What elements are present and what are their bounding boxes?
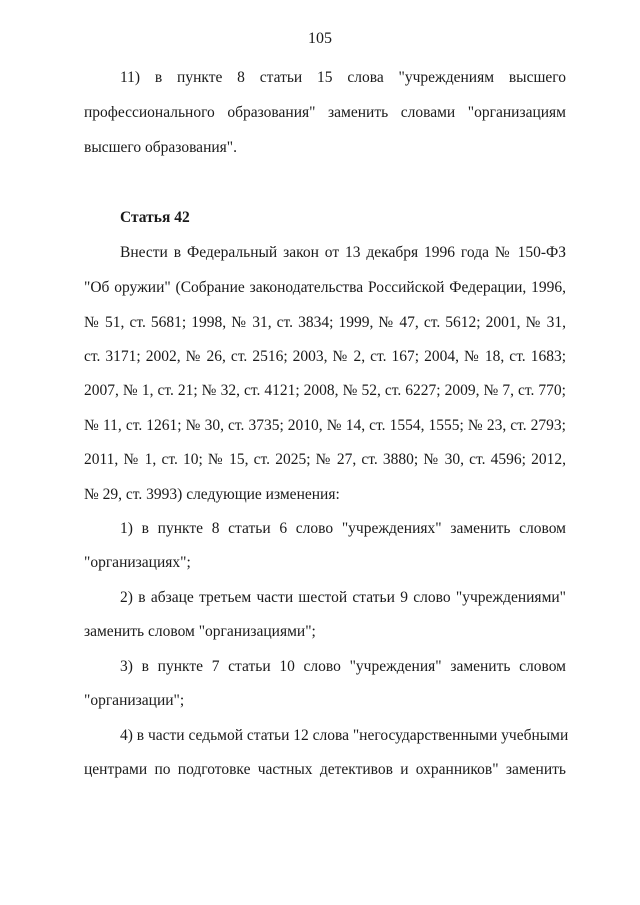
item-11-line-2: профессионального образования" заменить словами "организациям — [84, 104, 566, 121]
intro-line-5: 2007, № 1, ст. 21; № 32, ст. 4121; 2008, № 52, ст. 6227; 2009, № 7, ст. 770; — [84, 382, 566, 399]
item-1-line-1: 1) в пункте 8 статьи 6 слово "учреждениях" заменить словом — [120, 520, 566, 537]
intro-line-8: № 29, ст. 3993) следующие изменения: — [84, 486, 340, 503]
item-4-line-2: центрами по подготовке частных детективов и охранников" заменить — [84, 761, 566, 778]
intro-line-3: № 51, ст. 5681; 1998, № 31, ст. 3834; 1999, № 47, ст. 5612; 2001, № 31, — [84, 314, 566, 331]
intro-line-7: 2011, № 1, ст. 10; № 15, ст. 2025; № 27, ст. 3880; № 30, ст. 4596; 2012, — [84, 451, 566, 468]
item-11-line-3: высшего образования". — [84, 139, 237, 156]
intro-line-6: № 11, ст. 1261; № 30, ст. 3735; 2010, № 14, ст. 1554, 1555; № 23, ст. 2793; — [84, 417, 566, 434]
intro-line-4: ст. 3171; 2002, № 26, ст. 2516; 2003, № 2, ст. 167; 2004, № 18, ст. 1683; — [84, 348, 566, 365]
item-4-line-1: 4) в части седьмой статьи 12 слова "негосударственными учебными — [120, 727, 569, 744]
item-11-line-1: 11) в пункте 8 статьи 15 слова "учреждениям высшего — [120, 69, 566, 86]
item-2-line-1: 2) в абзаце третьем части шестой статьи 9 слово "учреждениями" — [120, 589, 566, 606]
item-3-line-2: "организации"; — [84, 692, 185, 709]
intro-line-2: "Об оружии" (Собрание законодательства Российской Федерации, 1996, — [84, 279, 566, 296]
item-1-line-2: "организациях"; — [84, 554, 191, 571]
article-title: Статья 42 — [120, 209, 190, 226]
item-3-line-1: 3) в пункте 7 статьи 10 слово "учреждения" заменить словом — [120, 658, 566, 675]
item-2-line-2: заменить словом "организациями"; — [84, 623, 316, 640]
intro-line-1: Внести в Федеральный закон от 13 декабря 1996 года № 150-ФЗ — [120, 244, 566, 261]
page-number: 105 — [308, 30, 332, 47]
